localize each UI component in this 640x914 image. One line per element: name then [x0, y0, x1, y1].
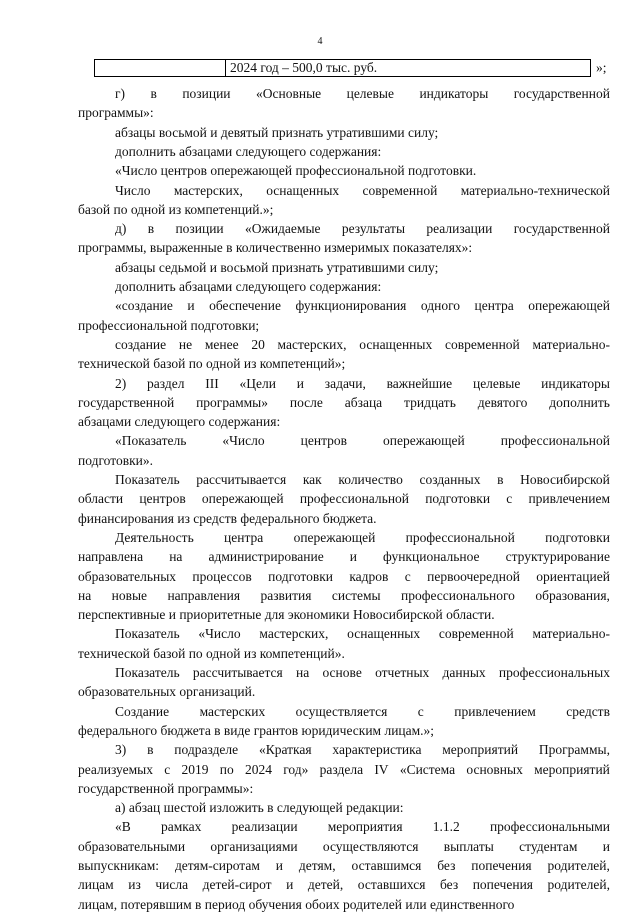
- paragraph-line: базой по одной из компетенций.»;: [78, 201, 274, 217]
- paragraph-line: Деятельность центра опережающей профессиональной подготовки: [115, 529, 610, 545]
- paragraph-line: государственной программы» после абзаца тридцать девятого дополнить: [78, 394, 610, 410]
- paragraph-line: Число мастерских, оснащенных современной материально-технической: [115, 182, 610, 198]
- paragraph-line: государственной программы»:: [78, 780, 254, 796]
- paragraph-line: Показатель рассчитывается на основе отчетных данных профессиональных: [115, 665, 610, 680]
- paragraph-line: «Показатель «Число центров опережающей профессиональной: [115, 433, 610, 449]
- paragraph-line: Показатель «Число мастерских, оснащенных современной материально-: [115, 626, 610, 642]
- paragraph-line: программы»:: [78, 105, 154, 121]
- paragraph-line: перспективные и приоритетные для экономики Новосибирской области.: [78, 607, 495, 623]
- paragraph-line: 2) раздел III «Цели и задачи, важнейшие целевые индикаторы: [115, 375, 610, 391]
- paragraph-line: выпускникам: детям-сиротам и детям, оставшимся без попечения родителей,: [78, 858, 610, 873]
- table-cell: [224, 59, 591, 77]
- paragraph-line: профессиональной подготовки;: [78, 317, 260, 333]
- paragraph-line: технической базой по одной из компетенций»;: [78, 356, 346, 372]
- paragraph-line: лицам из числа детей-сирот и детей, оставшихся без попечения родителей,: [78, 877, 610, 893]
- paragraph-line: абзацы восьмой и девятый признать утратившими силу;: [115, 124, 439, 140]
- paragraph-line: создание не менее 20 мастерских, оснащенных современной материально-: [115, 336, 610, 352]
- paragraph-line: области центров опережающей профессиональной подготовки с привлечением: [78, 491, 610, 507]
- table-cell-empty: [94, 59, 226, 77]
- paragraph-line: дополнить абзацами следующего содержания:: [115, 279, 382, 294]
- paragraph-line: абзацами следующего содержания:: [78, 414, 281, 430]
- paragraph-line: образовательных организаций.: [78, 684, 256, 700]
- paragraph-line: образовательных процессов подготовки кадров с первоочередной ориентацией: [78, 568, 610, 584]
- page-number: 4: [317, 36, 323, 47]
- paragraph-line: г) в позиции «Основные целевые индикаторы государственной: [115, 86, 610, 101]
- paragraph-line: а) абзац шестой изложить в следующей редакции:: [115, 800, 404, 816]
- paragraph-line: «Число центров опережающей профессиональной подготовки.: [115, 163, 477, 179]
- paragraph-line: лицам, потерявшим в период обучения обоих родителей или единственного: [78, 896, 515, 912]
- paragraph-line: реализуемых с 2019 по 2024 год» раздела IV «Система основных мероприятий: [78, 761, 610, 777]
- paragraph-line: «В рамках реализации мероприятия 1.1.2 профессиональными: [115, 819, 610, 835]
- paragraph-line: финансирования из средств федерального бюджета.: [78, 510, 377, 526]
- paragraph-line: д) в позиции «Ожидаемые результаты реализации государственной: [115, 221, 610, 237]
- paragraph-line: направлена на администрирование и функциональное структурирование: [78, 549, 610, 565]
- table-closing-quote: »;: [596, 60, 607, 75]
- table-row: [94, 59, 592, 76]
- paragraph-line: «создание и обеспечение функционирования одного центра опережающей: [115, 298, 610, 314]
- paragraph-line: Показатель рассчитывается как количество созданных в Новосибирской: [115, 472, 610, 487]
- paragraph-line: абзацы седьмой и восьмой признать утратившими силу;: [115, 259, 439, 275]
- paragraph-line: технической базой по одной из компетенций».: [78, 645, 345, 661]
- paragraph-line: дополнить абзацами следующего содержания:: [115, 143, 382, 159]
- paragraph-line: образовательными организациями осуществляются выплаты студентам и: [78, 838, 610, 854]
- paragraph-line: 3) в подразделе «Краткая характеристика мероприятий Программы,: [115, 742, 610, 758]
- paragraph-line: программы, выраженные в количественно измеримых показателях»:: [78, 240, 473, 256]
- paragraph-line: Создание мастерских осуществляется с привлечением средств: [115, 703, 610, 719]
- paragraph-line: федерального бюджета в виде грантов юридическим лицам.»;: [78, 722, 435, 738]
- paragraph-line: на новые направления развития системы профессионального образования,: [78, 587, 610, 603]
- table-cell-text: 2024 год – 500,0 тыс. руб.: [230, 60, 378, 75]
- paragraph-line: подготовки».: [78, 452, 153, 468]
